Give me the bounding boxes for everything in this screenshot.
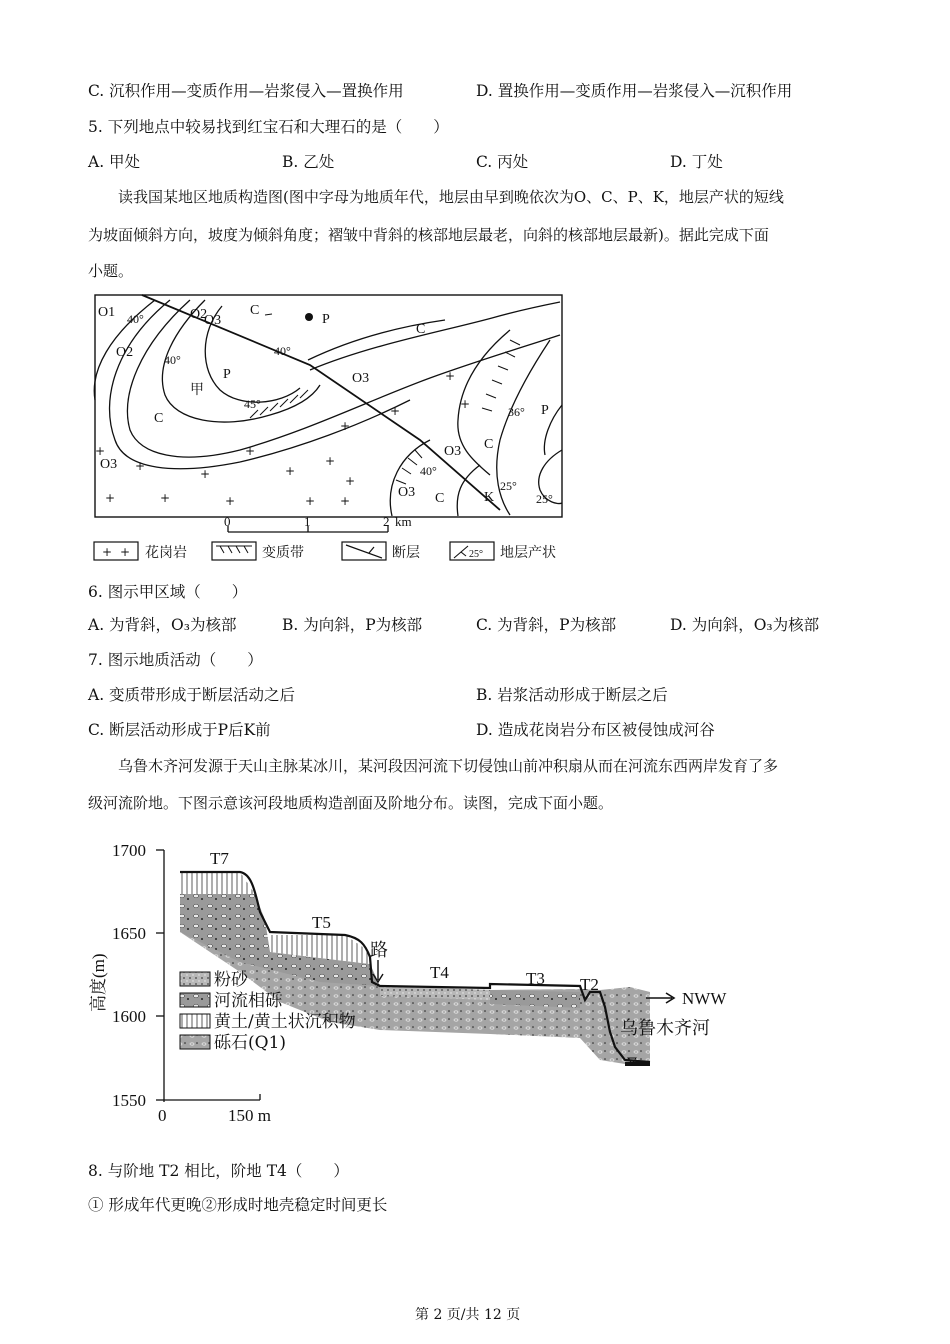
label-p-top: P [322,312,330,327]
dip-40-a: 40° [127,312,144,326]
label-c-right: C [484,437,494,452]
label-o1: O1 [98,305,116,320]
q7-stem: 7. 图示地质活动（ ） [88,651,263,669]
intro-map-line1: 读我国某地区地质构造图(图中字母为地质年代，地层由早到晚依次为O、C、P、K，地层产状的短线 [118,188,784,206]
q7-option-a: A. 变质带形成于断层活动之后 [88,686,296,704]
q6-option-d: D. 为向斜，O₃为核部 [670,616,820,634]
q6-option-a: A. 为背斜，O₃为核部 [88,616,237,634]
y-tick-1700: 1700 [112,841,146,860]
legend-gravel-label: 砾石(Q1) [214,1033,287,1053]
dip-25-a: 25° [500,479,517,493]
label-o2-top: O2 [190,307,208,322]
legend-metamorphic-swatch [212,542,256,560]
q6-option-c: C. 为背斜，P为核部 [476,616,617,634]
scale-2: 2 [383,514,390,529]
label-o3-right: O3 [444,444,462,459]
label-o3-top: O3 [204,313,222,328]
q4-option-c: C. 沉积作用—变质作用—岩浆侵入—置换作用 [88,82,404,100]
svg-text:+: + [390,404,401,418]
q6-stem: 6. 图示甲区域（ ） [88,583,248,601]
x-scale-label: 150 m [228,1106,271,1125]
q7-option-d: D. 造成花岗岩分布区被侵蚀成河谷 [476,721,715,739]
scale-0: 0 [224,514,231,529]
river-terrace-profile [80,832,760,1127]
legend-granite-swatch [94,542,138,560]
river-name-label: 乌鲁木齐河 [620,1018,710,1039]
q7-option-c: C. 断层活动形成于P后K前 [88,721,271,739]
q8-statements: ① 形成年代更晚②形成时地壳稳定时间更长 [88,1196,388,1214]
label-p-right: P [541,403,549,418]
y-tick-1650: 1650 [112,924,146,943]
point-p-marker [305,313,313,321]
road-label: 路 [370,940,388,961]
geologic-map-figure [80,290,600,575]
label-c-left: C [154,411,164,426]
label-o3-bottom: O3 [398,485,416,500]
svg-text:+: + [95,444,106,458]
label-o3-mid: O3 [352,371,370,386]
dip-25-b: 25° [536,492,553,506]
label-jia: 甲 [190,383,204,398]
dip-40-d: 40° [420,464,437,478]
intro-river-line2: 级河流阶地。下图示意该河段地质构造剖面及阶地分布。读图，完成下面小题。 [88,794,614,812]
terrace-t3: T3 [526,969,545,988]
terrace-t4: T4 [430,963,449,982]
svg-text:+: + [120,545,131,559]
legend-silt-label: 粉砂 [214,970,248,990]
legend-loess-swatch [180,1014,210,1028]
loess-t7 [180,872,255,894]
q5-option-d: D. 丁处 [670,153,723,171]
terrace-t2: T2 [580,975,599,994]
svg-text:+: + [102,545,113,559]
q4-option-d: D. 置换作用—变质作用—岩浆侵入—沉积作用 [476,82,793,100]
legend-attitude-label: 地层产状 [500,545,556,561]
y-axis-label: 高度(m) [89,953,108,1012]
scale-unit: km [395,514,412,529]
legend-fault-label: 断层 [392,545,420,561]
legend-loess-label: 黄土/黄土状沉积物 [214,1012,356,1032]
label-k: K [484,490,495,505]
legend-silt-swatch [180,972,210,986]
label-c-top: C [250,303,260,318]
dip-36: 36° [508,405,525,419]
scale-1: 1 [304,514,311,529]
svg-text:+: + [460,397,471,411]
y-tick-1600: 1600 [112,1007,146,1026]
svg-text:+: + [340,494,351,508]
svg-text:+: + [105,491,116,505]
dip-40-b: 40° [164,353,181,367]
page-footer: 第 2 页/共 12 页 [415,1307,521,1323]
terrace-t7: T7 [210,849,229,868]
q5-option-c: C. 丙处 [476,153,529,171]
q5-option-a: A. 甲处 [88,153,141,171]
label-c-upper: C [416,322,426,337]
label-o2-left: O2 [116,345,134,360]
direction-label: NWW [682,989,727,1008]
svg-text:+: + [305,494,316,508]
legend-attitude-degree: 25° [469,549,483,560]
x-start-label: 0 [158,1106,167,1125]
legend-fluvial-swatch [180,993,210,1007]
label-c-bottom: C [435,491,445,506]
river-bed [625,1062,650,1066]
dip-45: 45° [244,397,261,411]
legend-metamorphic-label: 变质带 [262,545,304,561]
svg-text:+: + [160,491,171,505]
legend-granite-label: 花岗岩 [145,545,187,561]
q7-option-b: B. 岩浆活动形成于断层之后 [476,686,668,704]
svg-text:+: + [325,454,336,468]
svg-text:+: + [445,369,456,383]
intro-map-line2: 为坡面倾斜方向，坡度为倾斜角度；褶皱中背斜的核部地层最老，向斜的核部地层最新)。据此完成下面 [88,226,769,244]
svg-text:+: + [200,467,211,481]
q5-option-b: B. 乙处 [282,153,335,171]
svg-text:+: + [285,464,296,478]
intro-map-line3: 小题。 [88,262,134,280]
label-o3-left: O3 [100,457,118,472]
map-frame [95,295,562,517]
svg-text:+: + [345,474,356,488]
legend-gravel-swatch [180,1035,210,1049]
svg-text:+: + [340,419,351,433]
intro-river-line1: 乌鲁木齐河发源于天山主脉某冰川，某河段因河流下切侵蚀山前冲积扇从而在河流东西两岸发育了多 [118,757,779,775]
y-tick-1550: 1550 [112,1091,146,1110]
q6-option-b: B. 为向斜，P为核部 [282,616,423,634]
label-p-core: P [223,367,231,382]
svg-text:+: + [225,494,236,508]
direction-arrow [646,993,674,1003]
q8-stem: 8. 与阶地 T2 相比，阶地 T4（ ） [88,1162,349,1180]
legend-fluvial-label: 河流相砾 [214,991,282,1011]
svg-text:+: + [135,459,146,473]
q5-stem: 5. 下列地点中较易找到红宝石和大理石的是（ ） [88,118,449,136]
terrace-t5: T5 [312,913,331,932]
svg-text:+: + [245,444,256,458]
dip-40-c: 40° [274,344,291,358]
